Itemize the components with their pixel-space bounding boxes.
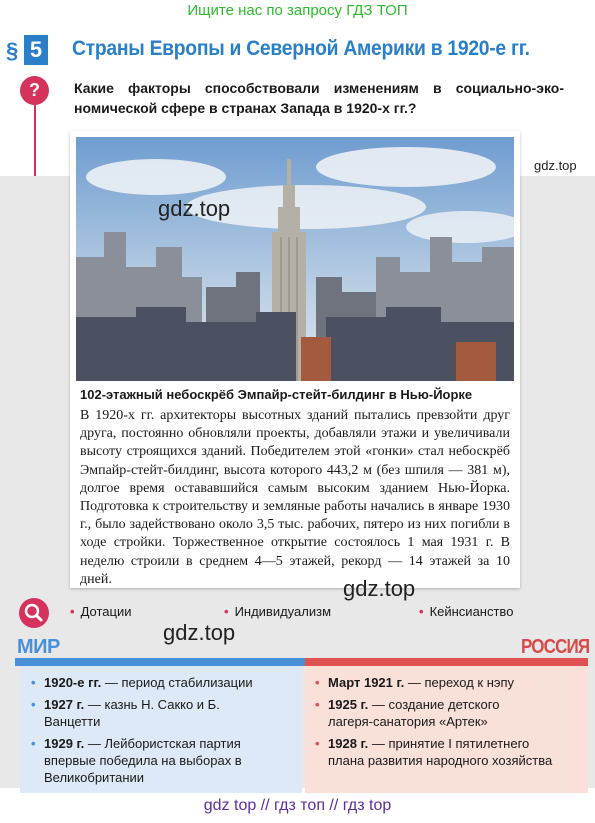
photo-caption: 102-этажный небоскрёб Эмпайр-стейт-билдинг в Нью-Йорке: [80, 387, 473, 402]
top-banner[interactable]: Ищите нас по запросу ГДЗ ТОП: [187, 2, 408, 19]
footer-links[interactable]: gdz top // гдз топ // гдз top: [203, 797, 392, 814]
russia-event: • 1928 г. — принятие I пятилетнего плана развития народного хозяйства: [315, 736, 553, 768]
skyline-illustration: [76, 137, 514, 381]
skyline-photo: [76, 137, 514, 381]
page-title: Страны Европы и Северной Америки в 1920-е гг.: [72, 37, 530, 60]
watermark-small: gdz.top: [534, 158, 577, 173]
watermark: gdz.top: [343, 576, 416, 601]
section-number: 5: [24, 35, 48, 65]
russia-bar: [305, 658, 588, 666]
term-item: • Дотации: [70, 604, 132, 619]
lead-question: Какие факторы способствовали изменениям в социально-эко-номической сфере в странах Запада в 1920-х гг.?: [74, 80, 564, 116]
term-item: • Кейнсианство: [419, 604, 514, 619]
world-event: • 1920-е гг. — период стабилизации: [31, 675, 253, 690]
photo-card: [70, 131, 520, 588]
world-event: • 1927 г. — казнь Н. Сакко и Б. Ванцетти: [31, 697, 220, 729]
world-events: [20, 666, 302, 793]
world-bar: [15, 658, 305, 666]
photo-description: В 1920-х гг. архитекторы высотных зданий пытались превзойти друг друга, постоянно обновляли проекты, добавляли этажи и увеличивали высоту строящихся зданий. Победителем этой «гонки» стал небоскрёб Эмпайр-стейт-билдинг, высота которого 443,2 м (без шпиля — 381 м), долгое время остававшийся самым высоким зданием Нью-Йорка. Подготовка к строительству и земляные работы начались в январе 1930 г., было задействовано около 3,5 тыс. рабочих, пятеро из них погибли в ходе стройки. Торжественное открытие состоялось 1 мая 1931 г. В неделю строили в среднем 4—5 этажей, рекорд — 14 этажей за 10 дней.: [80, 408, 510, 587]
watermark: gdz.top: [158, 196, 231, 221]
term-item: • Индивидуализм: [224, 604, 332, 619]
world-label: МИР: [17, 636, 60, 658]
russia-event: • Март 1921 г. — переход к нэпу: [315, 675, 515, 690]
world-event: • 1929 г. — Лейбористская партия впервые победила на выборах в Великобритании: [31, 736, 242, 785]
russia-events: [305, 666, 588, 793]
russia-event: • 1925 г. — создание детского лагеря-санатория «Артек»: [315, 697, 500, 729]
russia-label: РОССИЯ: [521, 636, 590, 658]
question-icon: ?: [20, 76, 49, 105]
search-icon: [19, 598, 49, 628]
section-mark: §: [6, 38, 19, 63]
watermark: gdz.top: [163, 620, 236, 645]
